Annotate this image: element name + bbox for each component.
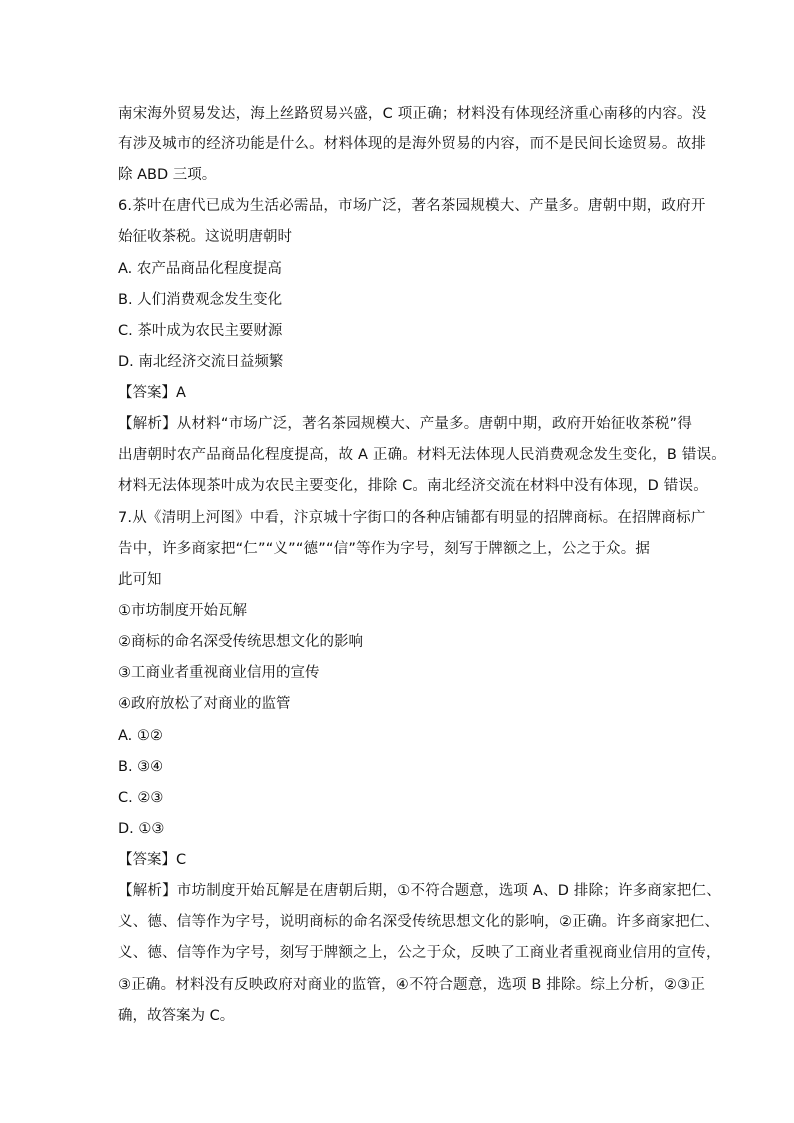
q7-analysis-line-2: 义、德、信等作为字号，说明商标的命名深受传统思想文化的影响，②正确。许多商家把仁、 <box>118 914 720 930</box>
q7-option-c: C. ②③ <box>118 790 164 806</box>
q6-analysis-line-1: 【解析】从材料“市场广泛，著名茶园规模大、产量多。唐朝中期，政府开始征收茶税”得 <box>118 416 693 432</box>
q7-statement-3: ③工商业者重视商业信用的宣传 <box>118 665 320 681</box>
q5-analysis-line-1: 南宋海外贸易发达，海上丝路贸易兴盛，C 项正确；材料没有体现经济重心南移的内容。没 <box>118 106 707 122</box>
q7-stem-line-3: 此可知 <box>118 572 162 588</box>
q6-option-b: B. 人们消费观念发生变化 <box>118 292 283 308</box>
q7-analysis-line-1: 【解析】市坊制度开始瓦解是在唐朝后期，①不符合题意，选项 A、D 排除；许多商家把仁、 <box>118 883 721 899</box>
q7-analysis-line-5: 确，故答案为 C。 <box>118 1008 235 1024</box>
q5-analysis-line-2: 有涉及城市的经济功能是什么。材料体现的是海外贸易的内容，而不是民间长途贸易。故排 <box>118 136 706 152</box>
q6-stem-line-2: 始征收茶税。这说明唐朝时 <box>118 229 292 245</box>
q6-option-a: A. 农产品商品化程度提高 <box>118 261 282 277</box>
q7-statement-4: ④政府放松了对商业的监管 <box>118 696 291 712</box>
q7-statement-2: ②商标的命名深受传统思想文化的影响 <box>118 634 363 650</box>
q6-option-c: C. 茶叶成为农民主要财源 <box>118 323 283 339</box>
q7-stem-line-2: 告中，许多商家把“仁”“义”“德”“信”等作为字号，刻写于牌额之上，公之于众。据 <box>118 541 651 557</box>
q7-analysis-line-3: 义、德、信等作为字号，刻写于牌额之上，公之于众，反映了工商业者重视商业信用的宣传， <box>118 945 721 961</box>
q6-analysis-line-3: 材料无法体现茶叶成为农民主要变化，排除 C。南北经济交流在材料中没有体现，D 错误。 <box>118 478 708 494</box>
q6-option-d: D. 南北经济交流日益频繁 <box>118 354 284 370</box>
q7-option-b: B. ③④ <box>118 759 164 775</box>
q7-option-a: A. ①② <box>118 728 163 744</box>
q7-analysis-line-4: ③正确。材料没有反映政府对商业的监管，④不符合题意，选项 B 排除。综上分析，②③正 <box>118 977 706 993</box>
q7-stem-line-1: 7.从《清明上河图》中看，汴京城十字街口的各种店铺都有明显的招牌商标。在招牌商标广 <box>118 510 706 526</box>
q7-answer: 【答案】C <box>118 852 187 868</box>
q5-analysis-line-3: 除 ABD 三项。 <box>118 167 217 183</box>
q6-answer: 【答案】A <box>118 385 186 401</box>
q6-analysis-line-2: 出唐朝时农产品商品化程度提高，故 A 正确。材料无法体现人民消费观念发生变化，B 错误。 <box>118 447 726 463</box>
q6-stem-line-1: 6.茶叶在唐代已成为生活必需品，市场广泛，著名茶园规模大、产量多。唐朝中期，政府开 <box>118 198 706 214</box>
q7-statement-1: ①市坊制度开始瓦解 <box>118 603 247 619</box>
q7-option-d: D. ①③ <box>118 821 165 837</box>
